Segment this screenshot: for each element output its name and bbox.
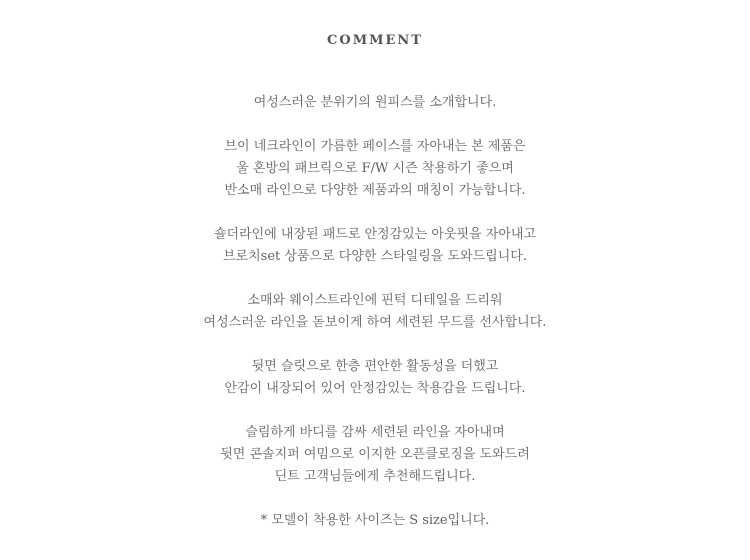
- comment-paragraph: [0, 422, 750, 488]
- comment-line: 브로치set 상품으로 다양한 스타일링을 도와드립니다.: [223, 249, 527, 264]
- comment-line: 안감이 내장되어 있어 안정감있는 착용감을 드립니다.: [224, 381, 526, 396]
- comment-paragraph: [0, 356, 750, 400]
- comment-paragraph: [0, 136, 750, 202]
- comment-paragraph: [0, 510, 750, 532]
- comment-line: 뒷면 콘솔지퍼 여밈으로 이지한 오픈클로징을 도와드려: [220, 447, 530, 462]
- comment-paragraph: [0, 92, 750, 114]
- comment-line: 소매와 웨이스트라인에 핀턱 디테일을 드리워: [247, 293, 503, 308]
- comment-line: 반소매 라인으로 다양한 제품과의 매칭이 가능합니다.: [224, 183, 526, 198]
- comment-line: 여성스러운 라인을 돋보이게 하여 세련된 무드를 선사합니다.: [203, 315, 547, 330]
- comment-heading: COMMENT: [327, 33, 423, 48]
- comment-line: 여성스러운 분위기의 원피스를 소개합니다.: [253, 95, 497, 110]
- comment-line: 울 혼방의 패브릭으로 F/W 시즌 착용하기 좋으며: [236, 161, 514, 176]
- comment-line: 뒷면 슬릿으로 한층 편안한 활동성을 더했고: [251, 359, 499, 374]
- comment-line: 브이 네크라인이 가름한 페이스를 자아내는 본 제품은: [224, 139, 526, 154]
- comment-paragraph: [0, 290, 750, 334]
- comment-paragraph: [0, 224, 750, 268]
- size-note: * 모델이 착용한 사이즈는 S size입니다.: [260, 513, 490, 528]
- comment-line: 슬림하게 바디를 감싸 세련된 라인을 자아내며: [245, 425, 505, 440]
- comment-line: 딘트 고객님들에게 추천해드립니다.: [274, 469, 476, 484]
- comment-line: 숄더라인에 내장된 패드로 안정감있는 아웃핏을 자아내고: [213, 227, 537, 242]
- comment-body: [0, 92, 750, 554]
